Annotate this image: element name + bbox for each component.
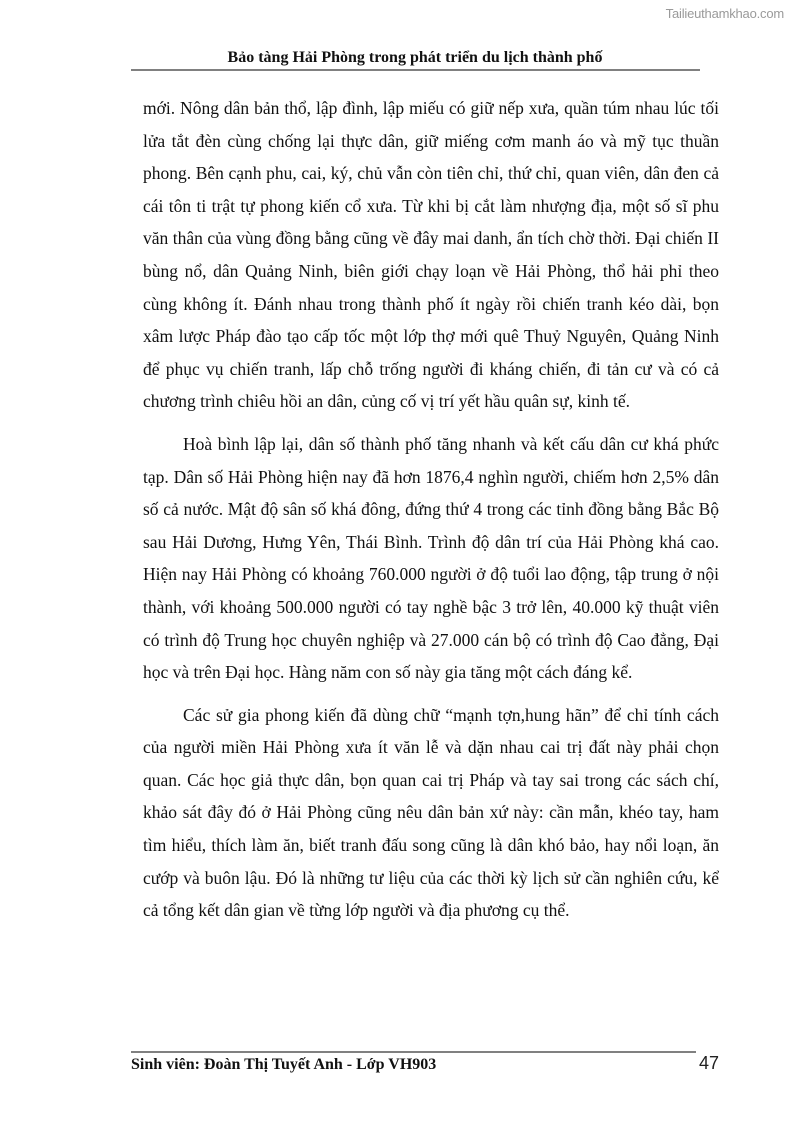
page-number: 47 (699, 1053, 720, 1073)
header-divider (131, 69, 700, 71)
document-body (143, 92, 719, 927)
paragraph-3: Các sử gia phong kiến đã dùng chữ “mạnh tợn,hung hãn” để chỉ tính cách của người miền Hải Phòng xưa ít văn lễ và dặn nhau cai trị đất này phải chọn quan. Các học giả thực dân, bọn quan cai trị Pháp và tay sai trong các sách chí, khảo sát đây đó ở Hải Phòng cũng nêu dân bản xứ này: cần mẫn, khéo tay, ham tìm hiểu, thích làm ăn, biết tranh đấu song cũng là dân khó bảo, hay nổi loạn, ăn cướp và buôn lậu. Đó là những tư liệu của các thời kỳ lịch sử cần nghiên cứu, kể cả tổng kết dân gian về từng lớp người và địa phương cụ thể. (143, 704, 719, 921)
footer-divider (131, 1051, 696, 1053)
paragraph-1: mới. Nông dân bản thổ, lập đình, lập miếu có giữ nếp xưa, quần túm nhau lúc tối lửa tắt đèn cùng chống lại thực dân, giữ miếng cơm manh áo và mỹ tục thuần phong. Bên cạnh phu, cai, ký, chủ vẫn còn tiên chỉ, thứ chỉ, quan viên, dân đen cả cái tôn ti trật tự phong kiến cổ xưa. Từ khi bị cắt làm nhượng địa, một số sĩ phu văn thân của vùng đồng bằng cũng về đây mai danh, ẩn tích chờ thời. Đại chiến II bùng nổ, dân Quảng Ninh, biên giới chạy loạn về Hải Phòng, thổ hải phỉ theo cùng không ít. Đánh nhau trong thành phố ít ngày rồi chiến tranh kéo dài, bọn xâm lược Pháp đào tạo cấp tốc một lớp thợ mới quê Thuỷ Nguyên, Quảng Ninh để phục vụ chiến tranh, lấp chỗ trống người đi kháng chiến, đi tản cư và có cả chương trình chiêu hồi an dân, củng cố vị trí yết hầu quân sự, kinh tế. (143, 98, 719, 412)
watermark: Tailieuthamkhao.com (665, 6, 784, 21)
footer-student-info: Sinh viên: Đoàn Thị Tuyết Anh - Lớp VH903 (131, 1056, 437, 1073)
paragraph-2: Hoà bình lập lại, dân số thành phố tăng nhanh và kết cấu dân cư khá phức tạp. Dân số Hải Phòng hiện nay đã hơn 1876,4 nghìn người, chiếm hơn 2,5% dân số cả nước. Mật độ sân số khá đông, đứng thứ 4 trong các tỉnh đồng bằng Bắc Bộ sau Hải Dương, Hưng Yên, Thái Bình. Trình độ dân trí của Hải Phòng khá cao. Hiện nay Hải Phòng có khoảng 760.000 người ở độ tuổi lao động, tập trung ở nội thành, với khoảng 500.000 người có tay nghề bậc 3 trở lên, 40.000 kỹ thuật viên có trình độ Trung học chuyên nghiệp và 27.000 cán bộ có trình độ Cao đẳng, Đại học và trên Đại học. Hàng năm con số này gia tăng một cách đáng kể. (143, 433, 719, 683)
running-header-title: Bảo tàng Hải Phòng trong phát triển du lịch thành phố (227, 49, 603, 66)
